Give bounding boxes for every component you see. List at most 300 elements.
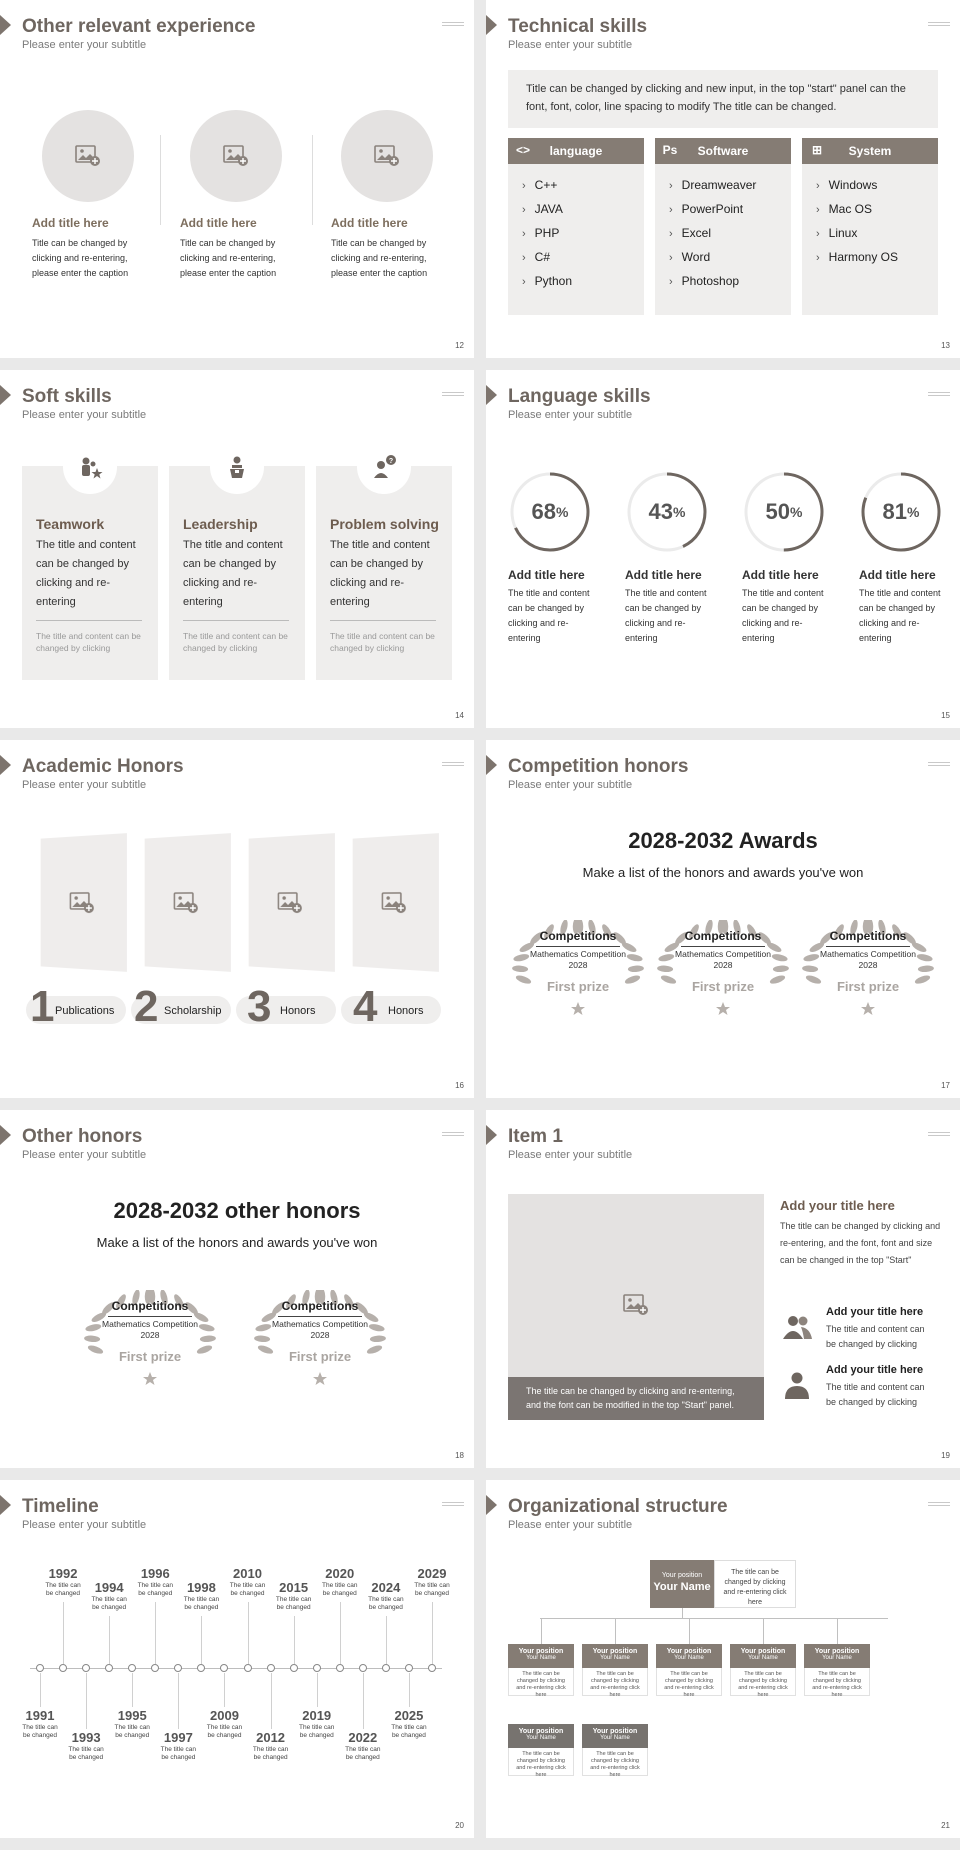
org-top-note: The title can be changed by clicking and re-entering click here: [714, 1560, 796, 1608]
item-title: Add title here: [742, 568, 819, 582]
card-text: The title and content can be changed by clicking and re-entering: [183, 539, 283, 608]
node-note: The title can be changed by clicking and re-entering click here: [508, 1668, 574, 1696]
item-text: The title and content can be changed by clicking and re-entering: [859, 588, 941, 643]
percent-value: 50: [765, 499, 791, 524]
person-icon: [780, 1370, 814, 1400]
org-node: [804, 1644, 870, 1696]
laurel-prize: First prize: [546, 979, 610, 994]
photoshop-icon: Ps: [662, 143, 678, 157]
node-name: Your Name: [674, 1655, 704, 1661]
timeline-dot: [151, 1664, 159, 1672]
timeline-stem: [132, 1673, 133, 1707]
org-connector: [682, 1608, 683, 1618]
subpoint-text: The title and content can be changed by clicking: [826, 1382, 925, 1407]
timeline-year: 2010: [233, 1566, 262, 1581]
node-position: Your position: [592, 1728, 638, 1735]
slide-17: [486, 740, 960, 1098]
svg-text:?: ?: [388, 458, 394, 465]
image-placeholder[interactable]: [145, 833, 231, 972]
divider: [36, 620, 142, 621]
timeline-note: The title can be changed: [91, 1596, 127, 1611]
title-marker: [0, 755, 11, 775]
card-title: Teamwork: [36, 516, 105, 532]
org-node: [508, 1724, 574, 1776]
skill-item: › Linux: [816, 222, 938, 246]
slide-subtitle: Please enter your subtitle: [22, 1519, 147, 1531]
timeline-stem: [201, 1616, 202, 1664]
org-node: [730, 1644, 796, 1696]
laurel-prize: First prize: [118, 1349, 182, 1364]
item-text: The title and content can be changed by clicking and re-entering: [742, 588, 824, 643]
slide-21: [486, 1480, 960, 1838]
percent-unit: %: [790, 504, 803, 520]
timeline-note: The title can be changed: [22, 1724, 58, 1739]
title-marker: [0, 385, 11, 405]
divider: [312, 135, 313, 225]
slide-14: [0, 370, 474, 728]
slide-title: Technical skills: [508, 16, 648, 37]
timeline-stem: [248, 1602, 249, 1664]
timeline-stem: [363, 1673, 364, 1729]
slide-13: [486, 0, 960, 358]
card-title: Problem solving: [330, 516, 439, 532]
title-marker: [0, 1495, 11, 1515]
timeline-note: The title can be changed: [368, 1596, 404, 1611]
windows-icon: ⊞: [811, 143, 823, 157]
timeline-dot: [382, 1664, 390, 1672]
page-number: 18: [455, 1451, 464, 1460]
node-note: The title can be changed by clicking and re-entering click here: [582, 1668, 648, 1696]
laurel-title: Competitions: [281, 1299, 359, 1313]
podium-speaker-icon: [210, 440, 264, 494]
page-number: 15: [941, 711, 950, 720]
node-note: The title can be changed by clicking and re-entering click here: [508, 1748, 574, 1776]
image-placeholder[interactable]: [249, 833, 335, 972]
timeline-note: The title can be changed: [345, 1746, 381, 1761]
timeline-year: 1991: [25, 1708, 55, 1723]
title-marker: [486, 755, 497, 775]
slide-19: [486, 1110, 960, 1468]
timeline-dot: [336, 1664, 344, 1672]
award-laurel: [653, 920, 793, 1020]
node-name: Your Name: [822, 1655, 852, 1661]
logo-mark: [928, 392, 950, 400]
node-name: Your Name: [653, 1581, 711, 1593]
org-connector: [540, 1618, 888, 1619]
logo-mark: [442, 1132, 464, 1140]
awards-heading: 2028-2032 Awards: [628, 828, 818, 853]
timeline-stem: [224, 1673, 225, 1707]
progress-ring: [508, 470, 592, 554]
laurel-prize: First prize: [288, 1349, 352, 1364]
slide-subtitle: Please enter your subtitle: [22, 1149, 147, 1161]
title-marker: [486, 15, 497, 35]
experience-item: [331, 110, 471, 281]
slide-title: Other honors: [22, 1126, 143, 1147]
laurel-title: Competitions: [829, 929, 907, 943]
timeline-stem: [271, 1673, 272, 1729]
timeline-stem: [63, 1602, 64, 1664]
image-icon: [173, 891, 198, 913]
node-name: Your Name: [526, 1735, 556, 1741]
laurel-title: Competitions: [539, 929, 617, 943]
team-icon: [63, 440, 117, 494]
column-label: language: [549, 144, 603, 158]
timeline-note: The title can be changed: [68, 1746, 104, 1761]
timeline-year: 1994: [94, 1580, 124, 1595]
timeline-dot: [197, 1664, 205, 1672]
timeline-year: 1998: [186, 1580, 216, 1595]
node-position: Your position: [518, 1648, 564, 1655]
skill-column-language: [508, 138, 644, 315]
logo-mark: [442, 392, 464, 400]
slide-subtitle: Please enter your subtitle: [22, 409, 147, 421]
timeline-note: The title can be changed: [322, 1582, 358, 1597]
timeline-dot: [405, 1664, 413, 1672]
slide-12: [0, 0, 474, 358]
experience-text: Title can be changed by clicking and re-entering, please enter the caption: [32, 238, 129, 278]
laurel-prize: First prize: [836, 979, 900, 994]
card-note: The title and content can be changed by clicking: [330, 631, 435, 653]
laurel-detail: Mathematics Competition 2028: [820, 949, 916, 970]
timeline-stem: [86, 1673, 87, 1729]
node-name: Your Name: [600, 1735, 630, 1741]
column-label: Software: [697, 144, 749, 158]
subpoint-title: Add your title here: [826, 1306, 924, 1318]
timeline-dot: [313, 1664, 321, 1672]
slide-subtitle: Please enter your subtitle: [22, 779, 147, 791]
image-icon: [69, 891, 94, 913]
timeline-year: 2019: [302, 1708, 332, 1723]
laurel-title: Competitions: [111, 1299, 189, 1313]
skill-item: › Windows: [816, 174, 938, 198]
language-item: [625, 470, 735, 646]
timeline-year: 2022: [348, 1730, 378, 1745]
card-note: The title and content can be changed by clicking: [183, 631, 288, 653]
image-placeholder[interactable]: [41, 833, 127, 972]
page-number: 19: [941, 1451, 950, 1460]
item-title: Add title here: [859, 568, 936, 582]
timeline-stem: [109, 1616, 110, 1664]
item-title: Add title here: [508, 568, 585, 582]
title-marker: [0, 15, 11, 35]
title-marker: [486, 1125, 497, 1145]
skill-item: › Mac OS: [816, 198, 938, 222]
laurel-detail: Mathematics Competition 2028: [272, 1319, 368, 1340]
award-laurel: [250, 1290, 390, 1390]
page-number: 12: [455, 341, 464, 350]
item-text: The title and content can be changed by clicking and re-entering: [625, 588, 707, 643]
image-placeholder[interactable]: [353, 833, 439, 972]
timeline-year: 2024: [371, 1580, 401, 1595]
card-text: The title and content can be changed by clicking and re-entering: [330, 539, 430, 608]
timeline-year: 1992: [48, 1566, 78, 1581]
timeline-note: The title can be changed: [229, 1582, 266, 1597]
timeline-stem: [294, 1616, 295, 1664]
page-number: 21: [941, 1821, 950, 1830]
logo-mark: [442, 22, 464, 30]
slide-18: [0, 1110, 474, 1468]
timeline-note: The title can be changed: [183, 1596, 220, 1611]
item-text: The title and content can be changed by clicking and re-entering: [508, 588, 590, 643]
intro-text: Title can be changed by clicking and new input, in the top "start" panel can the font, font, color, line spacing to modify The title can be changed.: [508, 70, 938, 128]
page-number: 14: [455, 711, 464, 720]
skill-item: › Word: [669, 246, 791, 270]
image-icon: [374, 145, 400, 167]
soft-skill-card: [169, 466, 305, 680]
timeline-year: 1996: [140, 1566, 170, 1581]
image-placeholder[interactable]: [190, 110, 282, 202]
skill-item: › C#: [522, 246, 644, 270]
honor-label: Publications: [55, 1005, 115, 1017]
percent-unit: %: [907, 504, 920, 520]
item-title: Add title here: [625, 568, 702, 582]
logo-mark: [928, 1132, 950, 1140]
timeline-stem: [317, 1673, 318, 1707]
subpoint-title: Add your title here: [826, 1364, 924, 1376]
slide-subtitle: Please enter your subtitle: [22, 39, 147, 51]
honors-heading: 2028-2032 other honors: [113, 1198, 361, 1223]
percent-value: 43: [648, 499, 674, 524]
honor-number: 4: [353, 982, 378, 1031]
org-node: [508, 1644, 574, 1696]
laurel-detail: Mathematics Competition 2028: [102, 1319, 198, 1340]
skill-item: › Dreamweaver: [669, 174, 791, 198]
slide-subtitle: Please enter your subtitle: [508, 779, 633, 791]
soft-skill-card: [316, 466, 452, 680]
node-position: Your position: [740, 1648, 786, 1655]
percent-unit: %: [673, 504, 686, 520]
slide-title: Timeline: [22, 1496, 99, 1517]
timeline-year: 1997: [163, 1730, 193, 1745]
org-connector: [541, 1618, 542, 1644]
honor-number: 1: [30, 982, 55, 1031]
image-icon: [277, 891, 302, 913]
timeline-stem: [386, 1616, 387, 1664]
timeline-dot: [128, 1664, 136, 1672]
org-connector: [763, 1618, 764, 1644]
skill-item: › Excel: [669, 222, 791, 246]
progress-ring: [625, 470, 709, 554]
timeline-dot: [220, 1664, 228, 1672]
org-connector: [689, 1618, 690, 1644]
honor-label: Scholarship: [164, 1005, 222, 1017]
node-position: Your position: [661, 1572, 703, 1579]
slide-title: Item 1: [508, 1126, 563, 1147]
timeline-dot: [267, 1664, 275, 1672]
slide-16: [0, 740, 474, 1098]
timeline-stem: [155, 1602, 156, 1664]
timeline-dot: [82, 1664, 90, 1672]
percent-unit: %: [556, 504, 569, 520]
timeline-note: The title can be changed: [160, 1746, 197, 1761]
timeline-year: 2015: [279, 1580, 309, 1595]
timeline-note: The title can be changed: [391, 1724, 427, 1739]
slide-title: Other relevant experience: [22, 16, 256, 37]
title-marker: [486, 385, 497, 405]
skill-column-system: [802, 138, 938, 315]
org-node: [656, 1644, 722, 1696]
language-item: [859, 470, 960, 646]
node-name: Your Name: [600, 1655, 630, 1661]
slide-subtitle: Please enter your subtitle: [508, 1149, 633, 1161]
timeline-year: 2009: [210, 1708, 239, 1723]
org-connector: [615, 1618, 616, 1644]
divider: [330, 620, 436, 621]
slide-title: Soft skills: [22, 386, 112, 407]
node-position: Your position: [814, 1648, 860, 1655]
image-caption: The title can be changed by clicking and re-entering, and the font can be modified in the top "Start" panel.: [508, 1377, 764, 1420]
slide-subtitle: Please enter your subtitle: [508, 39, 633, 51]
timeline-year: 2020: [325, 1566, 355, 1581]
image-icon: [623, 1294, 649, 1316]
code-icon: <>: [515, 143, 530, 157]
logo-mark: [928, 1502, 950, 1510]
image-placeholder[interactable]: [42, 110, 134, 202]
experience-item: [32, 110, 172, 281]
honor-label: Honors: [280, 1005, 316, 1017]
node-name: Your Name: [526, 1655, 556, 1661]
page-number: 17: [941, 1081, 950, 1090]
org-top-node: [650, 1560, 714, 1608]
skill-item: › JAVA: [522, 198, 644, 222]
experience-text: Title can be changed by clicking and re-entering, please enter the caption: [180, 238, 277, 278]
node-name: Your Name: [748, 1655, 778, 1661]
card-title: Leadership: [183, 516, 258, 532]
slide-title: Language skills: [508, 386, 651, 407]
timeline-year: 1993: [71, 1730, 101, 1745]
honor-label: Honors: [388, 1005, 424, 1017]
award-laurel: [798, 920, 938, 1020]
skill-item: › Harmony OS: [816, 246, 938, 270]
timeline-stem: [340, 1602, 341, 1664]
timeline-dot: [290, 1664, 298, 1672]
experience-text: Title can be changed by clicking and re-entering, please enter the caption: [331, 238, 428, 278]
node-note: The title can be changed by clicking and re-entering click here: [730, 1668, 796, 1696]
honors-subheading: Make a list of the honors and awards you've won: [96, 1235, 378, 1250]
laurel-detail: Mathematics Competition 2028: [530, 949, 626, 970]
award-laurel: [508, 920, 648, 1020]
title-marker: [486, 1495, 497, 1515]
timeline-stem: [409, 1673, 410, 1707]
item-text: The title can be changed by clicking and re-entering, and the font, font and size can be changed in the top "Start": [780, 1221, 941, 1265]
progress-ring: [742, 470, 826, 554]
award-laurel: [80, 1290, 220, 1390]
skill-item: › Photoshop: [669, 270, 791, 294]
timeline-note: The title can be changed: [206, 1724, 243, 1739]
timeline-dot: [105, 1664, 113, 1672]
skill-list: [655, 164, 791, 294]
timeline-dot: [244, 1664, 252, 1672]
people-icon: [780, 1312, 814, 1342]
card-note: The title and content can be changed by clicking: [36, 631, 141, 653]
honor-number: 3: [247, 982, 272, 1031]
timeline-dot: [174, 1664, 182, 1672]
slide-subtitle: Please enter your subtitle: [508, 409, 633, 421]
node-note: The title can be changed by clicking and re-entering click here: [804, 1668, 870, 1696]
skill-list: [508, 164, 644, 294]
experience-title: Add title here: [32, 216, 109, 230]
timeline-note: The title can be changed: [137, 1582, 173, 1597]
logo-mark: [928, 762, 950, 770]
page-number: 20: [455, 1821, 464, 1830]
skill-item: › PowerPoint: [669, 198, 791, 222]
timeline-axis: [30, 1668, 442, 1669]
slide-20: [0, 1480, 474, 1838]
language-item: [742, 470, 852, 646]
timeline-dot: [36, 1664, 44, 1672]
timeline-note: The title can be changed: [45, 1582, 81, 1597]
image-placeholder[interactable]: [341, 110, 433, 202]
experience-title: Add title here: [180, 216, 257, 230]
timeline-year: 2029: [417, 1566, 447, 1581]
soft-skill-card: [22, 466, 158, 680]
timeline-stem: [40, 1673, 41, 1707]
divider: [160, 135, 161, 225]
node-position: Your position: [518, 1728, 564, 1735]
skill-item: › Python: [522, 270, 644, 294]
percent-value: 68: [531, 499, 557, 524]
skill-item: › PHP: [522, 222, 644, 246]
logo-mark: [928, 22, 950, 30]
image-icon: [75, 145, 101, 167]
slide-title: Competition honors: [508, 756, 689, 777]
card-text: The title and content can be changed by clicking and re-entering: [36, 539, 136, 608]
timeline-dot: [428, 1664, 436, 1672]
timeline-year: 1995: [117, 1708, 147, 1723]
node-position: Your position: [666, 1648, 712, 1655]
column-label: System: [848, 144, 892, 158]
page-number: 13: [941, 341, 950, 350]
org-connector: [837, 1618, 838, 1644]
timeline-note: The title can be changed: [414, 1582, 450, 1597]
slide-15: [486, 370, 960, 728]
title-marker: [0, 1125, 11, 1145]
laurel-detail: Mathematics Competition 2028: [675, 949, 771, 970]
timeline-stem: [432, 1602, 433, 1664]
skill-column-software: [655, 138, 791, 315]
timeline-note: The title can be changed: [114, 1724, 150, 1739]
logo-mark: [442, 1502, 464, 1510]
timeline-stem: [178, 1673, 179, 1729]
image-icon: [223, 145, 249, 167]
slide-subtitle: Please enter your subtitle: [508, 1519, 633, 1531]
honor-number: 2: [134, 982, 159, 1031]
org-node: [582, 1724, 648, 1776]
skill-list: [802, 164, 938, 270]
experience-item: [180, 110, 320, 281]
divider: [183, 620, 289, 621]
timeline-dot: [59, 1664, 67, 1672]
node-position: Your position: [592, 1648, 638, 1655]
question-person-icon: [357, 440, 411, 494]
timeline-note: The title can be changed: [275, 1596, 312, 1611]
logo-mark: [442, 762, 464, 770]
percent-value: 81: [882, 499, 908, 524]
slide-title: Organizational structure: [508, 1496, 728, 1517]
language-item: [508, 470, 618, 646]
progress-ring: [859, 470, 943, 554]
image-icon: [381, 891, 406, 913]
timeline-year: 2012: [256, 1730, 286, 1745]
timeline-note: The title can be changed: [252, 1746, 289, 1761]
timeline-note: The title can be changed: [298, 1724, 335, 1739]
node-note: The title can be changed by clicking and re-entering click here: [656, 1668, 722, 1696]
subpoint-text: The title and content can be changed by clicking: [826, 1324, 925, 1349]
laurel-prize: First prize: [691, 979, 755, 994]
timeline-year: 2025: [394, 1708, 424, 1723]
awards-subheading: Make a list of the honors and awards you've won: [582, 865, 864, 880]
